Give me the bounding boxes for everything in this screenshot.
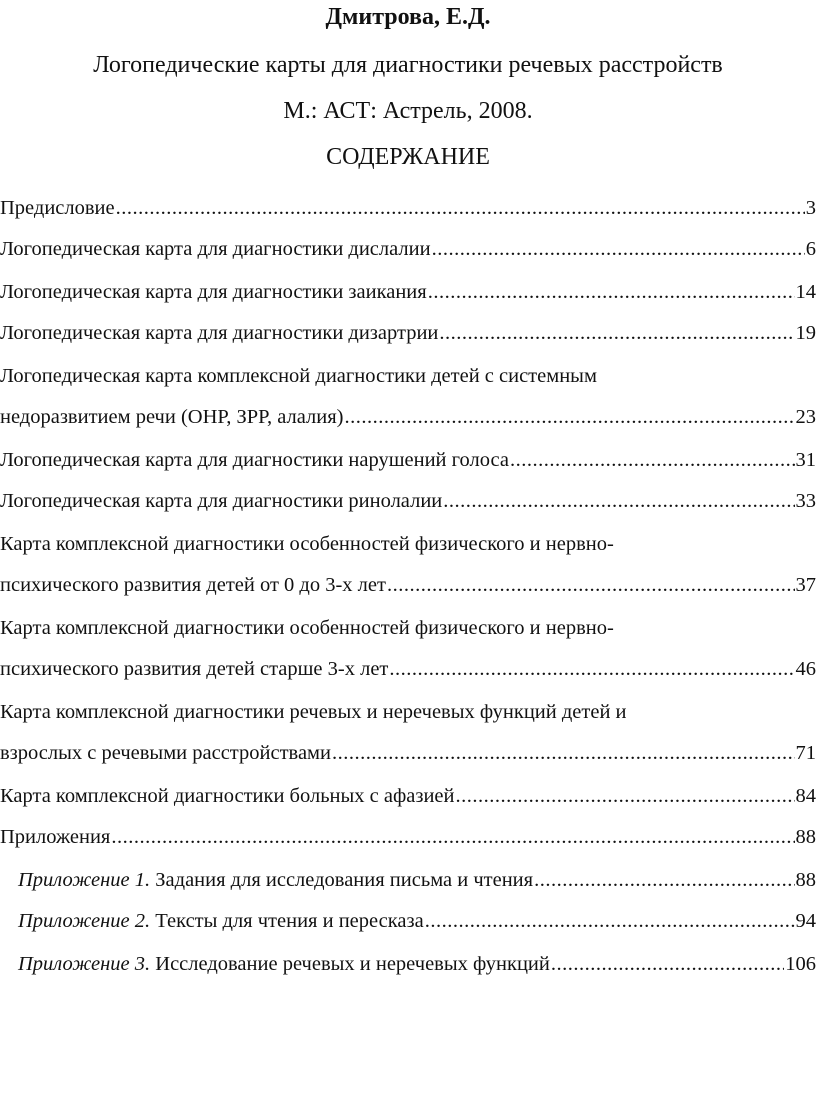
toc-entry-page: 14 [795,281,816,303]
toc-entry-dyslalia [0,234,816,264]
toc-entry-aphasia [0,781,816,811]
toc-entry-title: Логопедическая карта для диагностики ринолалии [0,490,443,512]
toc-entry-title: Логопедическая карта для диагностики дислалии [0,238,431,260]
toc-entry-onr-line1 [0,361,816,391]
toc-entry-title: Приложения [0,826,111,848]
dot-leader [332,738,795,768]
toc-entry-title-first-line: Логопедическая карта комплексной диагностики детей с системным [0,365,597,387]
toc-entry-speech-functions [0,738,816,768]
book-title: Логопедические карты для диагностики речевых расстройств [93,52,723,78]
toc-entry-dysarthria [0,318,816,348]
toc-appendix-1 [0,865,816,895]
dot-leader [439,318,794,348]
publisher-line: М.: АСТ: Астрель, 2008. [283,98,533,124]
toc-appendix-title [18,865,533,895]
dot-leader [551,949,784,979]
toc-entry-title: взрослых с речевыми расстройствами [0,742,331,764]
toc-entry-title: Логопедическая карта для диагностики заикания [0,281,427,303]
toc-entry-rhinolalia [0,486,816,516]
toc-appendix-page: 94 [795,910,816,932]
author: Дмитрова, Е.Д. [325,4,491,30]
toc-entry-title-first-line: Карта комплексной диагностики особенностей физического и нервно- [0,533,614,555]
toc-entry-title: психического развития детей от 0 до 3-х лет [0,574,386,596]
toc-entry-speech-functions-line1 [0,697,816,727]
appendix-label: Приложение 2. [18,910,151,932]
dot-leader [534,865,794,895]
toc-entry-title: Предисловие [0,197,115,219]
dot-leader [425,906,795,936]
toc-entry-voice [0,445,816,475]
toc-entry-page: 23 [795,406,816,428]
toc-entry-page: 88 [795,826,816,848]
dot-leader [387,570,795,600]
dot-leader [510,445,795,475]
toc-appendix-page: 106 [785,953,816,975]
dot-leader [432,234,805,264]
toc-appendix-3 [0,949,816,979]
toc-entry-title: Логопедическая карта для диагностики нарушений голоса [0,449,509,471]
toc-entry-dev-3plus-line1 [0,613,816,643]
dot-leader [344,402,794,432]
toc-entry-appendices [0,822,816,852]
toc-appendix-2 [0,906,816,936]
toc-entry-title: Логопедическая карта для диагностики дизартрии [0,322,439,344]
toc-entry-page: 33 [795,490,816,512]
toc-appendix-page: 88 [795,869,816,891]
toc-entry-page: 46 [795,658,816,680]
dot-leader [428,277,795,307]
toc-entry-stuttering [0,277,816,307]
toc-appendix-title [18,949,550,979]
dot-leader [116,193,805,223]
toc-entry-dev-0-3 [0,570,816,600]
toc-entry-page: 19 [795,322,816,344]
toc-entry-dev-3plus [0,654,816,684]
toc-entry-title: Карта комплексной диагностики больных с афазией [0,785,455,807]
toc-appendix-title [18,906,424,936]
toc-entry-page: 37 [795,574,816,596]
appendix-text: Тексты для чтения и пересказа [150,910,424,932]
dot-leader [389,654,794,684]
toc-entry-dev-0-3-line1 [0,529,816,559]
toc-entry-onr [0,402,816,432]
toc-entry-page: 31 [795,449,816,471]
toc-entry-page: 3 [805,197,816,219]
dot-leader [443,486,794,516]
dot-leader [111,822,794,852]
toc-entry-page: 71 [795,742,816,764]
appendix-label: Приложение 3. [18,953,151,975]
toc-entry-page: 84 [795,785,816,807]
dot-leader [456,781,795,811]
toc-entry-title-first-line: Карта комплексной диагностики речевых и неречевых функций детей и [0,701,627,723]
appendix-text: Исследование речевых и неречевых функций [150,953,550,975]
toc-entry-title: недоразвитием речи (ОНР, ЗРР, алалия) [0,406,344,428]
toc-entry-page: 6 [805,238,816,260]
appendix-label: Приложение 1. [18,869,151,891]
toc-entry-preface [0,193,816,223]
toc-entry-title: психического развития детей старше 3-х лет [0,658,389,680]
appendix-text: Задания для исследования письма и чтения [150,869,534,891]
toc-heading: СОДЕРЖАНИЕ [326,144,490,170]
toc-entry-title-first-line: Карта комплексной диагностики особенностей физического и нервно- [0,617,614,639]
